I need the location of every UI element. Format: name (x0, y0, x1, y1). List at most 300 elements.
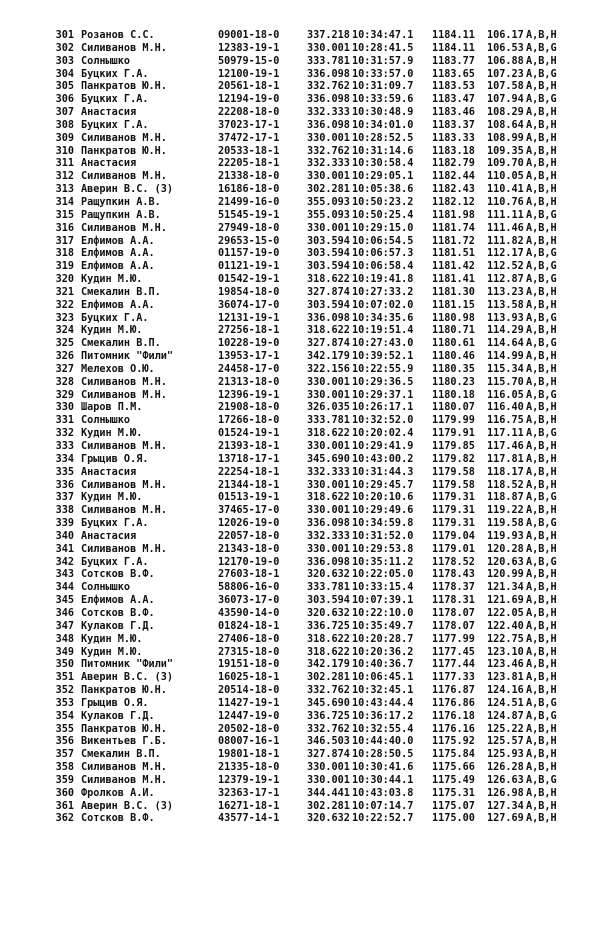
ring-number-cell: 21313-18-0 (218, 376, 280, 388)
place-cell: 304 (55, 68, 74, 80)
points-cell: 109.35 (487, 145, 524, 157)
groups-cell: A,B,G (526, 261, 557, 273)
arrival-time-cell: 10:44:40.0 (352, 736, 414, 748)
groups-cell: A,B,G (526, 312, 557, 324)
table-row (0, 788, 600, 801)
ring-number-cell: 27406-18-0 (218, 633, 280, 645)
groups-cell: A,B,G (526, 389, 557, 401)
groups-cell: A,B,H (526, 351, 557, 363)
fancier-name-cell: Розанов С.С. (81, 30, 155, 41)
distance-cell: 302.281 (307, 672, 350, 684)
table-row (0, 608, 600, 621)
ring-number-cell: 37465-17-0 (218, 505, 280, 517)
ring-number-cell: 22254-18-1 (218, 466, 280, 478)
table-row (0, 711, 600, 724)
arrival-time-cell: 10:07:39.1 (352, 595, 414, 607)
ring-number-cell: 50979-15-0 (218, 55, 280, 67)
table-row (0, 531, 600, 544)
fancier-name-cell: Аверин В.С. (3) (81, 800, 174, 812)
ring-number-cell: 19801-18-1 (218, 749, 280, 761)
fancier-name-cell: Кудин М.Ю. (81, 646, 143, 658)
groups-cell: A,B,H (526, 595, 557, 607)
fancier-name-cell: Кудин М.Ю. (81, 428, 143, 440)
distance-cell: 336.725 (307, 710, 350, 722)
arrival-time-cell: 10:35:49.7 (352, 620, 414, 632)
fancier-name-cell: Викентьев Г.Б. (81, 736, 167, 748)
groups-cell: A,B,H (526, 672, 557, 684)
arrival-time-cell: 10:30:41.6 (352, 762, 414, 774)
points-cell: 115.70 (487, 376, 524, 388)
place-cell: 301 (55, 30, 74, 41)
distance-cell: 336.098 (307, 556, 350, 568)
groups-cell: A,B,H (526, 81, 557, 93)
ring-number-cell: 13718-17-1 (218, 453, 280, 465)
distance-cell: 345.690 (307, 697, 350, 709)
speed-cell: 1175.07 (432, 800, 475, 812)
table-row (0, 94, 600, 107)
place-cell: 349 (55, 646, 74, 658)
table-row (0, 749, 600, 762)
points-cell: 125.22 (487, 723, 524, 735)
distance-cell: 355.093 (307, 196, 350, 208)
groups-cell: A,B,H (526, 325, 557, 337)
groups-cell: A,B,H (526, 55, 557, 67)
table-row (0, 659, 600, 672)
points-cell: 108.99 (487, 132, 524, 144)
points-cell: 114.64 (487, 338, 524, 350)
speed-cell: 1179.82 (432, 453, 475, 465)
arrival-time-cell: 10:33:15.4 (352, 582, 414, 594)
table-row (0, 30, 600, 43)
place-cell: 317 (55, 235, 74, 247)
speed-cell: 1180.71 (432, 325, 475, 337)
speed-cell: 1180.46 (432, 351, 475, 363)
points-cell: 112.52 (487, 261, 524, 273)
groups-cell: A,B,H (526, 749, 557, 761)
distance-cell: 345.690 (307, 453, 350, 465)
points-cell: 106.53 (487, 42, 524, 54)
ring-number-cell: 21335-18-0 (218, 762, 280, 774)
arrival-time-cell: 10:19:41.8 (352, 274, 414, 286)
arrival-time-cell: 10:20:02.4 (352, 428, 414, 440)
groups-cell: A,B,H (526, 530, 557, 542)
table-row (0, 544, 600, 557)
points-cell: 122.75 (487, 633, 524, 645)
groups-cell: A,B,H (526, 107, 557, 119)
arrival-time-cell: 10:39:52.1 (352, 351, 414, 363)
groups-cell: A,B,H (526, 171, 557, 183)
speed-cell: 1177.44 (432, 659, 475, 671)
fancier-name-cell: Анастасия (81, 107, 137, 119)
distance-cell: 332.333 (307, 107, 350, 119)
place-cell: 323 (55, 312, 74, 324)
table-row (0, 492, 600, 505)
place-cell: 335 (55, 466, 74, 478)
arrival-time-cell: 10:34:47.1 (352, 30, 414, 41)
distance-cell: 330.001 (307, 543, 350, 555)
speed-cell: 1183.18 (432, 145, 475, 157)
ring-number-cell: 21344-18-1 (218, 479, 280, 491)
fancier-name-cell: Елфимов А.А. (81, 595, 155, 607)
groups-cell: A,B,G (526, 428, 557, 440)
points-cell: 110.76 (487, 196, 524, 208)
ring-number-cell: 51545-19-1 (218, 209, 280, 221)
table-row (0, 325, 600, 338)
arrival-time-cell: 10:34:35.6 (352, 312, 414, 324)
distance-cell: 330.001 (307, 505, 350, 517)
groups-cell: A,B,H (526, 736, 557, 748)
table-row (0, 454, 600, 467)
distance-cell: 330.001 (307, 441, 350, 452)
arrival-time-cell: 10:31:52.0 (352, 530, 414, 542)
place-cell: 306 (55, 94, 74, 106)
table-row (0, 223, 600, 236)
distance-cell: 327.874 (307, 749, 350, 761)
place-cell: 312 (55, 171, 74, 183)
ring-number-cell: 58806-16-0 (218, 582, 280, 594)
points-cell: 116.05 (487, 389, 524, 401)
place-cell: 325 (55, 338, 74, 350)
speed-cell: 1178.43 (432, 569, 475, 581)
distance-cell: 333.781 (307, 582, 350, 594)
table-row (0, 518, 600, 531)
fancier-name-cell: Елфимов А.А. (81, 248, 155, 260)
distance-cell: 303.594 (307, 595, 350, 607)
speed-cell: 1184.11 (432, 30, 475, 41)
fancier-name-cell: Анастасия (81, 466, 137, 478)
points-cell: 110.41 (487, 184, 524, 196)
distance-cell: 326.035 (307, 402, 350, 414)
fancier-name-cell: Буцких Г.А. (81, 94, 149, 106)
points-cell: 107.23 (487, 68, 524, 80)
groups-cell: A,B,H (526, 376, 557, 388)
table-row (0, 724, 600, 737)
points-cell: 122.40 (487, 620, 524, 632)
place-cell: 314 (55, 196, 74, 208)
groups-cell: A,B,H (526, 466, 557, 478)
place-cell: 319 (55, 261, 74, 273)
groups-cell: A,B,H (526, 787, 557, 799)
speed-cell: 1183.65 (432, 68, 475, 80)
place-cell: 346 (55, 607, 74, 619)
fancier-name-cell: Грыцив О.Я. (81, 453, 149, 465)
groups-cell: A,B,G (526, 42, 557, 54)
points-cell: 127.34 (487, 800, 524, 812)
speed-cell: 1181.30 (432, 286, 475, 298)
distance-cell: 303.594 (307, 248, 350, 260)
arrival-time-cell: 10:30:44.1 (352, 774, 414, 786)
place-cell: 309 (55, 132, 74, 144)
table-row (0, 184, 600, 197)
ring-number-cell: 12170-19-0 (218, 556, 280, 568)
table-row (0, 569, 600, 582)
distance-cell: 330.001 (307, 774, 350, 786)
fancier-name-cell: Силиванов М.Н. (81, 505, 167, 517)
speed-cell: 1183.37 (432, 119, 475, 131)
speed-cell: 1176.16 (432, 723, 475, 735)
fancier-name-cell: Сотсков В.Ф. (81, 813, 155, 825)
fancier-name-cell: Солнышко (81, 582, 131, 594)
ring-number-cell: 22205-18-1 (218, 158, 280, 170)
table-row (0, 261, 600, 274)
ring-number-cell: 12100-19-1 (218, 68, 280, 80)
groups-cell: A,B,H (526, 184, 557, 196)
table-row (0, 236, 600, 249)
ring-number-cell: 37472-17-1 (218, 132, 280, 144)
arrival-time-cell: 10:26:17.1 (352, 402, 414, 414)
distance-cell: 318.622 (307, 492, 350, 504)
place-cell: 331 (55, 415, 74, 427)
table-row (0, 467, 600, 480)
arrival-time-cell: 10:06:57.3 (352, 248, 414, 260)
points-cell: 123.46 (487, 659, 524, 671)
speed-cell: 1181.41 (432, 274, 475, 286)
speed-cell: 1178.07 (432, 607, 475, 619)
table-row (0, 390, 600, 403)
ring-number-cell: 27256-18-1 (218, 325, 280, 337)
points-cell: 109.70 (487, 158, 524, 170)
place-cell: 307 (55, 107, 74, 119)
fancier-name-cell: Фролков А.И. (81, 787, 155, 799)
place-cell: 308 (55, 119, 74, 131)
distance-cell: 336.098 (307, 119, 350, 131)
ring-number-cell: 21908-18-0 (218, 402, 280, 414)
distance-cell: 342.179 (307, 351, 350, 363)
distance-cell: 332.762 (307, 685, 350, 697)
distance-cell: 330.001 (307, 171, 350, 183)
fancier-name-cell: Смекалин В.П. (81, 286, 161, 298)
distance-cell: 330.001 (307, 42, 350, 54)
speed-cell: 1180.07 (432, 402, 475, 414)
arrival-time-cell: 10:29:05.1 (352, 171, 414, 183)
arrival-time-cell: 10:22:10.0 (352, 607, 414, 619)
groups-cell: A,B,H (526, 813, 557, 825)
groups-cell: A,B,H (526, 363, 557, 375)
ring-number-cell: 21338-18-0 (218, 171, 280, 183)
speed-cell: 1179.04 (432, 530, 475, 542)
table-row (0, 402, 600, 415)
speed-cell: 1178.37 (432, 582, 475, 594)
table-row (0, 107, 600, 120)
fancier-name-cell: Силиванов М.Н. (81, 762, 167, 774)
points-cell: 114.29 (487, 325, 524, 337)
groups-cell: A,B,H (526, 800, 557, 812)
speed-cell: 1175.92 (432, 736, 475, 748)
points-cell: 110.05 (487, 171, 524, 183)
ring-number-cell: 17266-18-0 (218, 415, 280, 427)
arrival-time-cell: 10:36:17.2 (352, 710, 414, 722)
table-row (0, 56, 600, 69)
place-cell: 343 (55, 569, 74, 581)
table-row (0, 672, 600, 685)
fancier-name-cell: Сотсков В.Ф. (81, 607, 155, 619)
table-row (0, 582, 600, 595)
groups-cell: A,B,H (526, 607, 557, 619)
points-cell: 116.75 (487, 415, 524, 427)
speed-cell: 1175.66 (432, 762, 475, 774)
distance-cell: 333.781 (307, 415, 350, 427)
speed-cell: 1178.31 (432, 595, 475, 607)
place-cell: 356 (55, 736, 74, 748)
fancier-name-cell: Панкратов Ю.Н. (81, 723, 167, 735)
speed-cell: 1180.35 (432, 363, 475, 375)
points-cell: 121.34 (487, 582, 524, 594)
distance-cell: 344.441 (307, 787, 350, 799)
table-row (0, 81, 600, 94)
table-row (0, 685, 600, 698)
arrival-time-cell: 10:20:36.2 (352, 646, 414, 658)
distance-cell: 330.001 (307, 389, 350, 401)
ring-number-cell: 20533-18-1 (218, 145, 280, 157)
points-cell: 127.69 (487, 813, 524, 825)
ring-number-cell: 12447-19-0 (218, 710, 280, 722)
fancier-name-cell: Елфимов А.А. (81, 235, 155, 247)
arrival-time-cell: 10:31:57.9 (352, 55, 414, 67)
groups-cell: A,B,H (526, 723, 557, 735)
speed-cell: 1179.85 (432, 441, 475, 452)
ring-number-cell: 01524-19-1 (218, 428, 280, 440)
speed-cell: 1175.84 (432, 749, 475, 761)
speed-cell: 1176.86 (432, 697, 475, 709)
ring-number-cell: 08007-16-1 (218, 736, 280, 748)
arrival-time-cell: 10:28:41.5 (352, 42, 414, 54)
ring-number-cell: 11427-19-1 (218, 697, 280, 709)
arrival-time-cell: 10:20:10.6 (352, 492, 414, 504)
ring-number-cell: 27603-18-1 (218, 569, 280, 581)
arrival-time-cell: 10:28:50.5 (352, 749, 414, 761)
place-cell: 302 (55, 42, 74, 54)
table-row (0, 621, 600, 634)
place-cell: 354 (55, 710, 74, 722)
arrival-time-cell: 10:06:58.4 (352, 261, 414, 273)
fancier-name-cell: Силиванов М.Н. (81, 543, 167, 555)
distance-cell: 333.781 (307, 55, 350, 67)
groups-cell: A,B,H (526, 132, 557, 144)
groups-cell: A,B,G (526, 710, 557, 722)
fancier-name-cell: Елфимов А.А. (81, 299, 155, 311)
speed-cell: 1180.98 (432, 312, 475, 324)
groups-cell: A,B,H (526, 222, 557, 234)
arrival-time-cell: 10:31:44.3 (352, 466, 414, 478)
distance-cell: 332.333 (307, 466, 350, 478)
distance-cell: 327.874 (307, 286, 350, 298)
fancier-name-cell: Силиванов М.Н. (81, 42, 167, 54)
fancier-name-cell: Силиванов М.Н. (81, 222, 167, 234)
ring-number-cell: 12383-19-1 (218, 42, 280, 54)
speed-cell: 1182.44 (432, 171, 475, 183)
distance-cell: 327.874 (307, 338, 350, 350)
place-cell: 358 (55, 762, 74, 774)
fancier-name-cell: Елфимов А.А. (81, 261, 155, 273)
ring-number-cell: 10228-19-0 (218, 338, 280, 350)
place-cell: 327 (55, 363, 74, 375)
fancier-name-cell: Смекалин В.П. (81, 749, 161, 761)
ring-number-cell: 01542-19-1 (218, 274, 280, 286)
points-cell: 120.63 (487, 556, 524, 568)
ring-number-cell: 36073-17-0 (218, 595, 280, 607)
distance-cell: 337.218 (307, 30, 350, 41)
distance-cell: 320.632 (307, 569, 350, 581)
distance-cell: 342.179 (307, 659, 350, 671)
ring-number-cell: 01824-18-1 (218, 620, 280, 632)
speed-cell: 1181.15 (432, 299, 475, 311)
points-cell: 111.46 (487, 222, 524, 234)
place-cell: 348 (55, 633, 74, 645)
arrival-time-cell: 10:27:33.2 (352, 286, 414, 298)
ring-number-cell: 16186-18-0 (218, 184, 280, 196)
place-cell: 357 (55, 749, 74, 761)
arrival-time-cell: 10:20:28.7 (352, 633, 414, 645)
arrival-time-cell: 10:28:52.5 (352, 132, 414, 144)
arrival-time-cell: 10:33:57.0 (352, 68, 414, 80)
place-cell: 352 (55, 685, 74, 697)
arrival-time-cell: 10:22:52.7 (352, 813, 414, 825)
speed-cell: 1183.47 (432, 94, 475, 106)
place-cell: 310 (55, 145, 74, 157)
fancier-name-cell: Аверин В.С. (3) (81, 184, 174, 196)
groups-cell: A,B,H (526, 158, 557, 170)
points-cell: 119.58 (487, 518, 524, 530)
place-cell: 355 (55, 723, 74, 735)
table-row (0, 775, 600, 788)
ring-number-cell: 01513-19-1 (218, 492, 280, 504)
distance-cell: 336.098 (307, 94, 350, 106)
points-cell: 124.16 (487, 685, 524, 697)
table-row (0, 287, 600, 300)
arrival-time-cell: 10:34:59.8 (352, 518, 414, 530)
table-row (0, 146, 600, 159)
table-row (0, 351, 600, 364)
arrival-time-cell: 10:33:59.6 (352, 94, 414, 106)
groups-cell: A,B,H (526, 543, 557, 555)
speed-cell: 1182.12 (432, 196, 475, 208)
place-cell: 313 (55, 184, 74, 196)
points-cell: 112.17 (487, 248, 524, 260)
table-row (0, 120, 600, 133)
table-row (0, 197, 600, 210)
place-cell: 337 (55, 492, 74, 504)
arrival-time-cell: 10:07:14.7 (352, 800, 414, 812)
table-row (0, 274, 600, 287)
fancier-name-cell: Буцких Г.А. (81, 119, 149, 131)
place-cell: 303 (55, 55, 74, 67)
groups-cell: A,B,G (526, 248, 557, 260)
ring-number-cell: 37023-17-1 (218, 119, 280, 131)
speed-cell: 1179.91 (432, 428, 475, 440)
distance-cell: 320.632 (307, 813, 350, 825)
fancier-name-cell: Мелехов О.Ю. (81, 363, 155, 375)
groups-cell: A,B,H (526, 453, 557, 465)
groups-cell: A,B,G (526, 338, 557, 350)
speed-cell: 1182.43 (432, 184, 475, 196)
table-row (0, 133, 600, 146)
place-cell: 322 (55, 299, 74, 311)
points-cell: 113.23 (487, 286, 524, 298)
results-table (0, 30, 600, 826)
table-row (0, 736, 600, 749)
speed-cell: 1175.00 (432, 813, 475, 825)
table-row (0, 801, 600, 814)
ring-number-cell: 32363-17-1 (218, 787, 280, 799)
arrival-time-cell: 10:06:45.1 (352, 672, 414, 684)
ring-number-cell: 20514-18-0 (218, 685, 280, 697)
fancier-name-cell: Сотсков В.Ф. (81, 569, 155, 581)
speed-cell: 1183.46 (432, 107, 475, 119)
distance-cell: 346.503 (307, 736, 350, 748)
distance-cell: 332.762 (307, 723, 350, 735)
distance-cell: 355.093 (307, 209, 350, 221)
table-row (0, 300, 600, 313)
